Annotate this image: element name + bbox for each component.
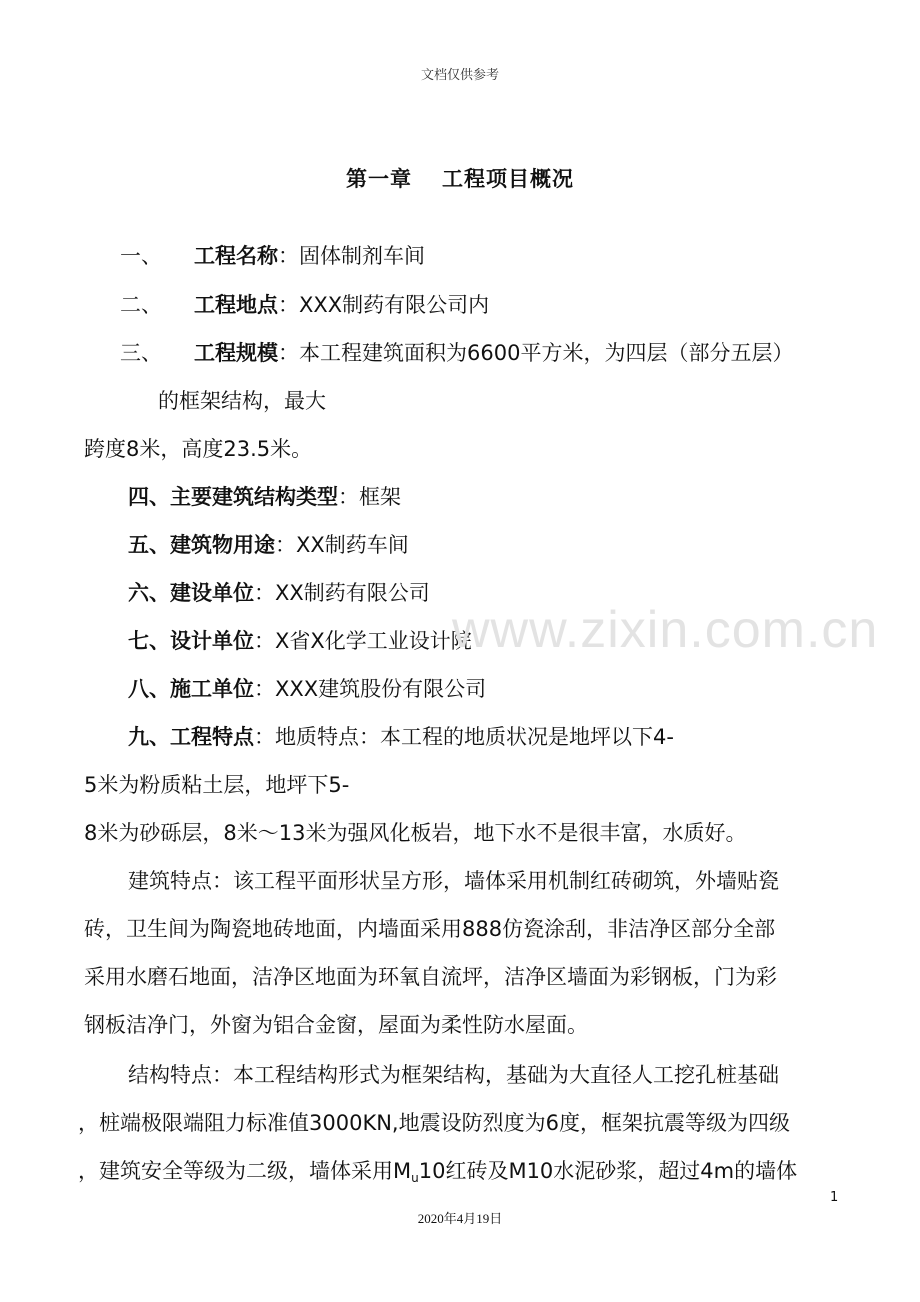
item-features-cont-1: 5米为粉质粘土层，地坪下5- <box>84 773 350 797</box>
item-number: 三、 <box>120 341 162 365</box>
item-label: 工程名称 <box>194 244 278 268</box>
item-project-scale-cont-2: 跨度8米，高度23.5米。 <box>84 437 313 461</box>
item-number: 二、 <box>120 293 162 317</box>
item-features <box>128 722 674 752</box>
item-value: ：XX制药车间 <box>275 533 409 557</box>
item-value: ：地质特点：本工程的地质状况是地坪以下4- <box>254 725 674 749</box>
chapter-label: 第一章 <box>346 167 412 191</box>
item-project-scale <box>120 338 793 368</box>
item-label: 工程地点 <box>194 293 278 317</box>
item-value: ：框架 <box>338 485 401 509</box>
footer-date: 2020年4月19日 <box>417 1211 503 1226</box>
item-building-use <box>128 530 409 560</box>
item-value: ：本工程建筑面积为6600平方米，为四层（部分五层） <box>278 341 794 365</box>
chapter-heading: 工程项目概况 <box>442 167 574 191</box>
item-value: ：XXX建筑股份有限公司 <box>254 677 487 701</box>
item-features-cont-2: 8米为砂砾层，8米～13米为强风化板岩，地下水不是很丰富，水质好。 <box>84 821 747 845</box>
item-project-location <box>120 290 489 320</box>
architecture-paragraph-line: 建筑特点：该工程平面形状呈方形，墙体采用机制红砖砌筑，外墙贴瓷 <box>128 869 779 893</box>
item-value: ：X省X化学工业设计院 <box>254 629 472 653</box>
item-label: 四、主要建筑结构类型 <box>128 485 338 509</box>
structure-text: 10红砖及M10水泥砂浆，超过4m的墙体 <box>418 1159 798 1183</box>
architecture-paragraph-line: 钢板洁净门，外窗为铝合金窗，屋面为柔性防水屋面。 <box>84 1013 588 1037</box>
item-project-scale-cont-1: 的框架结构，最大 <box>158 389 326 413</box>
architecture-paragraph-line: 砖，卫生间为陶瓷地砖地面，内墙面采用888仿瓷涂刮，非洁净区部分全部 <box>84 917 776 941</box>
item-label: 九、工程特点 <box>128 725 254 749</box>
structure-paragraph-line: 结构特点：本工程结构形式为框架结构，基础为大直径人工挖孔桩基础 <box>128 1063 779 1087</box>
item-designer <box>128 626 472 656</box>
item-project-name <box>120 241 425 271</box>
item-structure-type <box>128 482 401 512</box>
item-owner <box>128 578 430 608</box>
item-label: 六、建设单位 <box>128 581 254 605</box>
item-value: ：XXX制药有限公司内 <box>278 293 490 317</box>
document-header: 文档仅供参考 <box>420 68 499 83</box>
chapter-title <box>0 163 920 193</box>
item-label: 五、建筑物用途 <box>128 533 275 557</box>
subscript: u <box>411 1171 419 1185</box>
structure-paragraph-line: ，桩端极限端阻力标准值3000KN,地震设防烈度为6度，框架抗震等级为四级 <box>78 1111 790 1135</box>
item-label: 七、设计单位 <box>128 629 254 653</box>
watermark: www.zixin.com.cn <box>452 601 879 659</box>
item-label: 工程规模 <box>194 341 278 365</box>
item-value: ：XX制药有限公司 <box>254 581 430 605</box>
item-contractor <box>128 674 486 704</box>
item-value: ：固体制剂车间 <box>278 244 425 268</box>
item-label: 八、施工单位 <box>128 677 254 701</box>
architecture-paragraph-line: 采用水磨石地面，洁净区地面为环氧自流坪，洁净区墙面为彩钢板，门为彩 <box>84 965 777 989</box>
structure-text: ，建筑安全等级为二级，墙体采用M <box>78 1159 412 1183</box>
item-number: 一、 <box>120 244 162 268</box>
page-number: 1 <box>830 1190 839 1205</box>
structure-paragraph-line <box>78 1156 797 1193</box>
